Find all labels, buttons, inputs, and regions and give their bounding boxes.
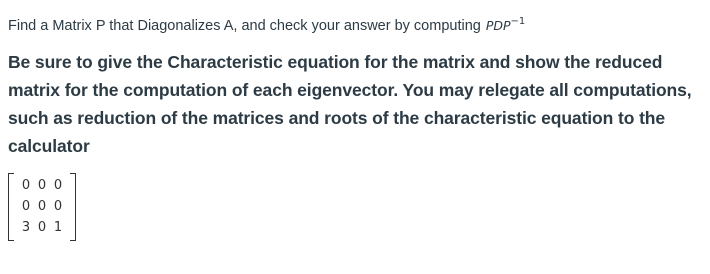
matrix-cell: 1	[53, 220, 63, 235]
formula-base: PDP	[485, 18, 511, 33]
matrix-cell: 0	[53, 178, 63, 193]
question-intro	[8, 12, 706, 36]
question-instructions: Be sure to give the Characteristic equation for the matrix and show the reduced matrix for the computation of each eigenvector. You may relegate all computations, such as reduction of the matrices and roots of the characteristic equation to the calculator	[8, 52, 692, 156]
matrix-cell: 0	[37, 178, 47, 193]
formula-exponent: −1	[510, 16, 526, 27]
question-intro-text: Find a Matrix P that Diagonalizes A, and check your answer by computing	[8, 18, 481, 34]
pdp-inverse-formula	[486, 18, 525, 33]
matrix-cell: 0	[21, 178, 31, 193]
matrix-cell: 0	[53, 199, 63, 214]
matrix-cell: 0	[37, 220, 47, 235]
matrix-a	[8, 173, 76, 240]
matrix-cell: 3	[21, 220, 31, 235]
matrix-left-bracket	[8, 173, 14, 241]
matrix-cell: 0	[37, 199, 47, 214]
matrix-cell: 0	[21, 199, 31, 214]
matrix-grid	[18, 175, 66, 238]
matrix-right-bracket	[70, 173, 76, 241]
question-block	[8, 0, 706, 160]
